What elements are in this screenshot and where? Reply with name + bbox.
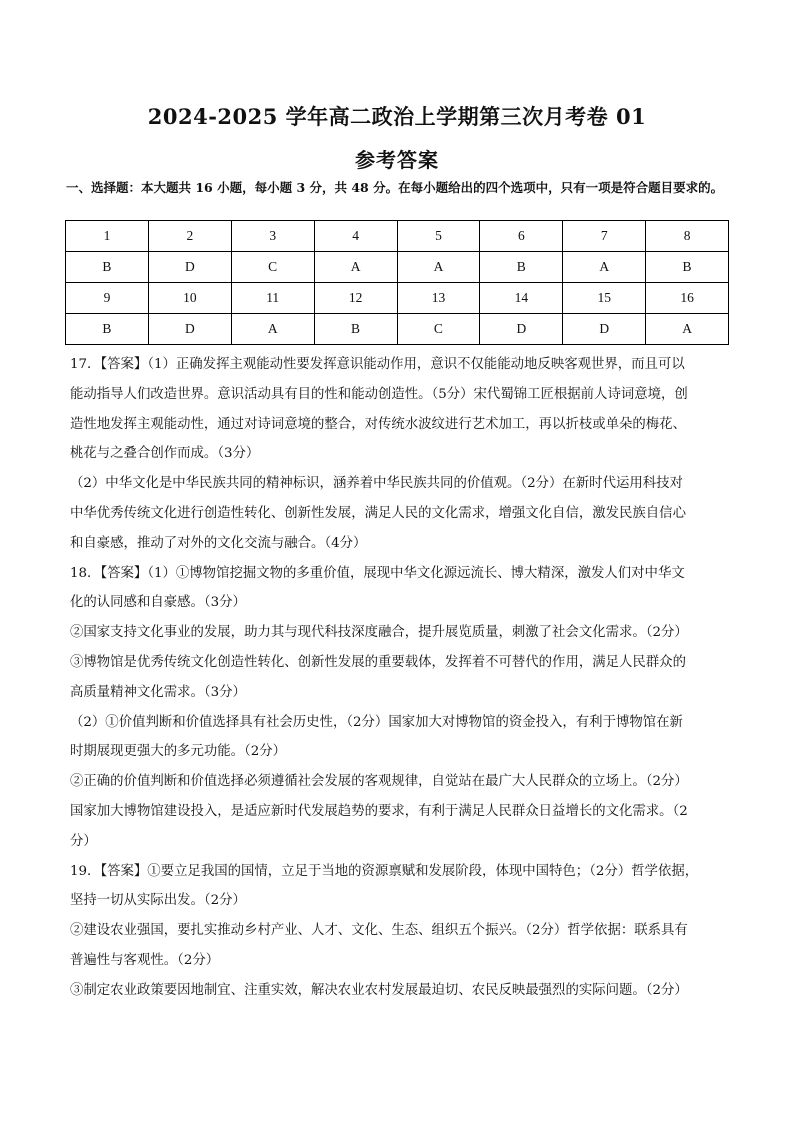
answer-letter-cell: B	[66, 314, 149, 345]
question-number-cell: 5	[397, 221, 480, 252]
answer-line: （2）中华文化是中华民族共同的精神标识，涵养着中华民族共同的价值观。（2分）在新时代运用科技对	[70, 476, 683, 492]
answer-line: ②国家支持文化事业的发展，助力其与现代科技深度融合，提升展览质量，刺激了社会文化需求。（2分）	[70, 625, 688, 641]
question-number-cell: 16	[646, 283, 729, 314]
answer-line: 中华优秀传统文化进行创造性转化、创新性发展，满足人民的文化需求，增强文化自信，激发民族自信心	[70, 505, 686, 521]
answer-letter-cell: D	[148, 314, 231, 345]
question-number-cell: 14	[480, 283, 563, 314]
question-number-cell: 7	[563, 221, 646, 252]
answer-letter-cell: A	[314, 252, 397, 283]
question-number-cell: 11	[231, 283, 314, 314]
answer-letter-cell: B	[646, 252, 729, 283]
answer-line: 时期展现更强大的多元功能。（2分）	[70, 744, 287, 760]
answer-line: 国家加大博物馆建设投入，是适应新时代发展趋势的要求，有利于满足人民群众日益增长的文化需求。（2	[70, 803, 688, 819]
answer-line: 桃花与之叠合创作而成。（3分）	[70, 446, 260, 462]
answer-line: 18．【答案】（1）①博物馆挖掘文物的多重价值，展现中华文化源远流长、博大精深，激发人们对中华文	[70, 565, 685, 581]
page-subtitle: 参考答案	[355, 148, 439, 172]
answer-line: ③博物馆是优秀传统文化创造性转化、创新性发展的重要载体，发挥着不可替代的作用，满足人民群众的	[70, 654, 686, 670]
answer-line: （2）①价值判断和价值选择具有社会历史性，（2分）国家加大对博物馆的资金投入，有利于博物馆在新	[70, 714, 683, 730]
answer-line: 17．【答案】（1）正确发挥主观能动性要发挥意识能动作用，意识不仅能能动地反映客观世界，而且可以	[70, 357, 685, 372]
question-number-cell: 1	[66, 221, 149, 252]
answer-line: 19．【答案】①要立足我国的国情，立足于当地的资源禀赋和发展阶段，体现中国特色；（2分）哲学依据，	[70, 863, 699, 879]
question-number-cell: 12	[314, 283, 397, 314]
answer-line: ②建设农业强国，要扎实推动乡村产业、人才、文化、生态、组织五个振兴。（2分）哲学依据：联系具有	[70, 923, 688, 939]
answer-letter-cell: D	[563, 314, 646, 345]
answer-line: 坚持一切从实际出发。（2分）	[70, 893, 246, 909]
question-number-cell: 15	[563, 283, 646, 314]
choice-answer-table	[65, 220, 729, 345]
question-number-cell: 6	[480, 221, 563, 252]
answer-letter-row	[66, 252, 729, 283]
answer-letter-cell: C	[231, 252, 314, 283]
question-number-cell: 8	[646, 221, 729, 252]
answer-line: 造性地发挥主观能动性，通过对诗词意境的整合，对传统水波纹进行艺术加工，再以折枝或单朵的梅花、	[70, 416, 686, 432]
answer-letter-row	[66, 314, 729, 345]
answer-letter-cell: A	[563, 252, 646, 283]
answer-letter-cell: D	[148, 252, 231, 283]
question-number-cell: 3	[231, 221, 314, 252]
question-number-cell: 2	[148, 221, 231, 252]
answer-line: 分）	[70, 833, 97, 849]
answer-line: 和自豪感，推动了对外的文化交流与融合。（4分）	[70, 535, 367, 551]
question-number-cell: 4	[314, 221, 397, 252]
answer-letter-cell: B	[480, 252, 563, 283]
question-number-row	[66, 221, 729, 252]
answer-line: 能动指导人们改造世界。意识活动具有目的性和能动创造性。（5分）宋代蜀锦工匠根据前人诗词意境，创	[70, 386, 688, 402]
page-title: 2024-2025 学年高二政治上学期第三次月考卷 01	[147, 104, 647, 129]
answer-letter-cell: B	[66, 252, 149, 283]
question-number-row	[66, 283, 729, 314]
answer-line: ②正确的价值判断和价值选择必须遵循社会发展的客观规律，自觉站在最广大人民群众的立场上。（2分）	[70, 774, 688, 790]
answer-letter-cell: C	[397, 314, 480, 345]
question-number-cell: 10	[148, 283, 231, 314]
question-number-cell: 13	[397, 283, 480, 314]
answer-line: 化的认同感和自豪感。（3分）	[70, 595, 246, 611]
answer-line: 高质量精神文化需求。（3分）	[70, 684, 246, 700]
answer-line: ③制定农业政策要因地制宜、注重实效，解决农业农村发展最迫切、农民反映最强烈的实际问题。（2分）	[70, 982, 688, 998]
answer-letter-cell: A	[397, 252, 480, 283]
answer-line: 普遍性与客观性。（2分）	[70, 952, 220, 968]
question-number-cell: 9	[66, 283, 149, 314]
answer-letter-cell: B	[314, 314, 397, 345]
answer-letter-cell: D	[480, 314, 563, 345]
section-1-instructions: 一、选择题：本大题共 16 小题，每小题 3 分，共 48 分。在每小题给出的四个选项中，只有一项是符合题目要求的。	[66, 180, 724, 195]
answer-letter-cell: A	[646, 314, 729, 345]
answer-text-block	[70, 350, 740, 1006]
answer-letter-cell: A	[231, 314, 314, 345]
